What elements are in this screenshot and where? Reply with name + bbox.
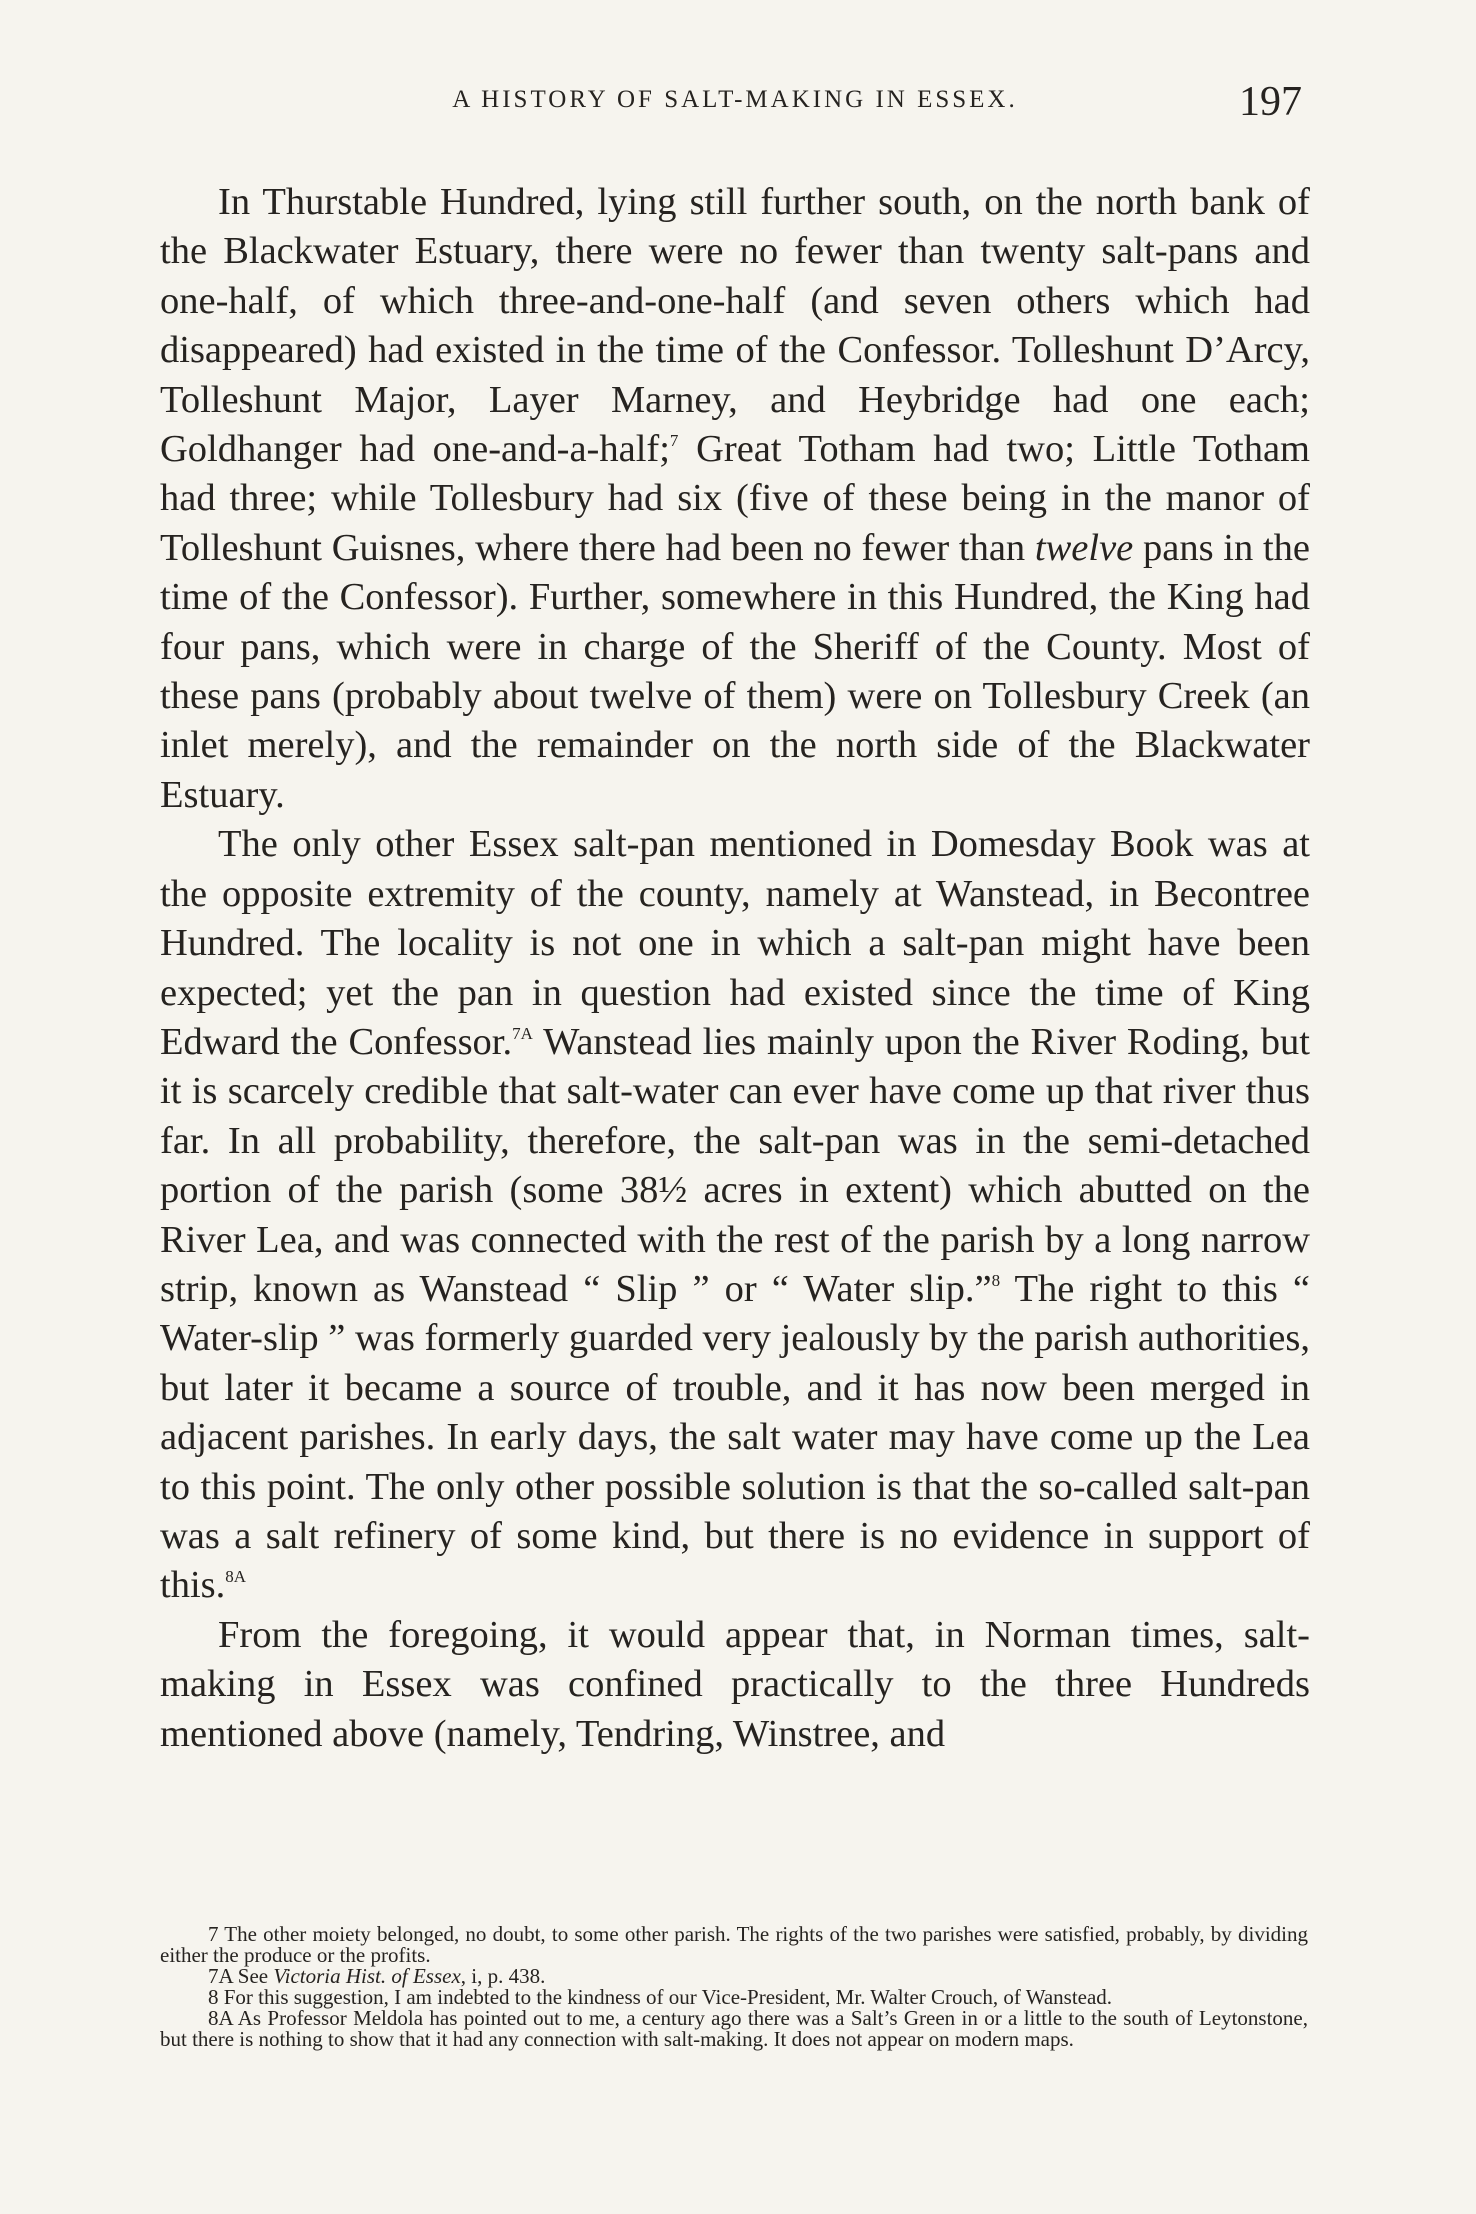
- emphasized-word: twelve: [1034, 526, 1134, 569]
- footnote-text: The other moiety belonged, no doubt, to some other parish. The rights of the two parishes were satisfied, probably, by dividing either the produce or the profits.: [160, 1922, 1308, 1967]
- footnote-reference: 8: [991, 1270, 1001, 1290]
- footnote-citation-title: Victoria Hist. of Essex: [273, 1964, 461, 1988]
- footnote-mark: 8A: [208, 2006, 233, 2030]
- paragraph-thurstable: [160, 178, 1310, 820]
- paragraph-text: Great Totham had two; Little Totham had three; while Tollesbury had six (five of these being in the manor of Tolleshunt Guisnes, where there had been no fewer than: [160, 428, 1310, 569]
- page-number: 197: [1239, 79, 1302, 125]
- footnote-text: As Professor Meldola has pointed out to me, a century ago there was a Salt’s Green in or a little to the south of Leytonstone, but there is nothing to show that it had any connection with salt-making. It does not appear on modern maps.: [160, 2006, 1308, 2051]
- footnote-mark: 7A: [208, 1964, 233, 1988]
- footnote-mark: 8: [208, 1985, 219, 2009]
- footnote-text: , i, p. 438.: [460, 1964, 546, 1988]
- page-body: [160, 78, 1310, 1759]
- main-text: [160, 178, 1310, 1759]
- running-title: A HISTORY OF SALT-MAKING IN ESSEX.: [452, 86, 1018, 113]
- running-header: [160, 78, 1310, 138]
- paragraph-text: In Thurstable Hundred, lying still further south, on the north bank of the Blackwater Estuary, there were no fewer than twenty salt-pans and one-half, of which three-and-one-half (and seven others which had disappeared) had existed in the time of the Confessor. Tolleshunt D’Arcy, Tolleshunt Major, Layer Marney, and Heybridge had one each; Goldhanger had one-and-a-half;: [160, 181, 1310, 471]
- footnote-7a: [160, 1966, 1308, 1987]
- paragraph-text: The only other Essex salt-pan mentioned in Domesday Book was at the opposite extremity of the county, namely at Wanstead, in Becontree Hundred. The locality is not one in which a salt-pan might have been expected; yet the pan in question had existed since the time of King Edward the Confessor.: [160, 823, 1310, 1063]
- footnotes: [160, 1924, 1308, 2050]
- footnote-7: [160, 1924, 1308, 1966]
- footnote-text: See: [232, 1964, 274, 1988]
- footnote-reference: 7: [669, 431, 679, 451]
- footnote-8a: [160, 2008, 1308, 2050]
- paragraph-wanstead: [160, 820, 1310, 1611]
- paragraph-norman-times: From the foregoing, it would appear that, in Norman times, salt-making in Essex was confined practically to the three Hundreds mentioned above (namely, Tendring, Winstree, and: [160, 1613, 1310, 1755]
- footnote-8: [160, 1987, 1308, 2008]
- footnote-mark: 7: [208, 1922, 219, 1946]
- paragraph-text: pans in the time of the Confessor). Further, somewhere in this Hundred, the King had four pans, which were in charge of the Sheriff of the County. Most of these pans (probably about twelve of them) were on Tollesbury Creek (an inlet merely), and the remainder on the north side of the Blackwater Estuary.: [160, 526, 1310, 816]
- footnote-text: For this suggestion, I am indebted to the kindness of our Vice-President, Mr. Walter Crouch, of Wanstead.: [218, 1985, 1113, 2009]
- paragraph-text: Wanstead lies mainly upon the River Roding, but it is scarcely credible that salt-water can ever have come up that river thus far. In all probability, therefore, the salt-pan was in the semi-detached portion of the parish (some 38½ acres in extent) which abutted on the River Lea, and was connected with the rest of the parish by a long narrow strip, known as Wanstead “ Slip ” or “ Water slip.”: [160, 1020, 1310, 1310]
- paragraph-text: The right to this “ Water-slip ” was formerly guarded very jealously by the parish authorities, but later it became a source of trouble, and it has now been merged in adjacent parishes. In early days, the salt water may have come up the Lea to this point. The only other possible solution is that the so-called salt-pan was a salt refinery of some kind, but there is no evidence in support of this.: [160, 1267, 1310, 1607]
- footnote-reference: 8A: [225, 1567, 247, 1587]
- footnote-reference: 7A: [512, 1023, 533, 1043]
